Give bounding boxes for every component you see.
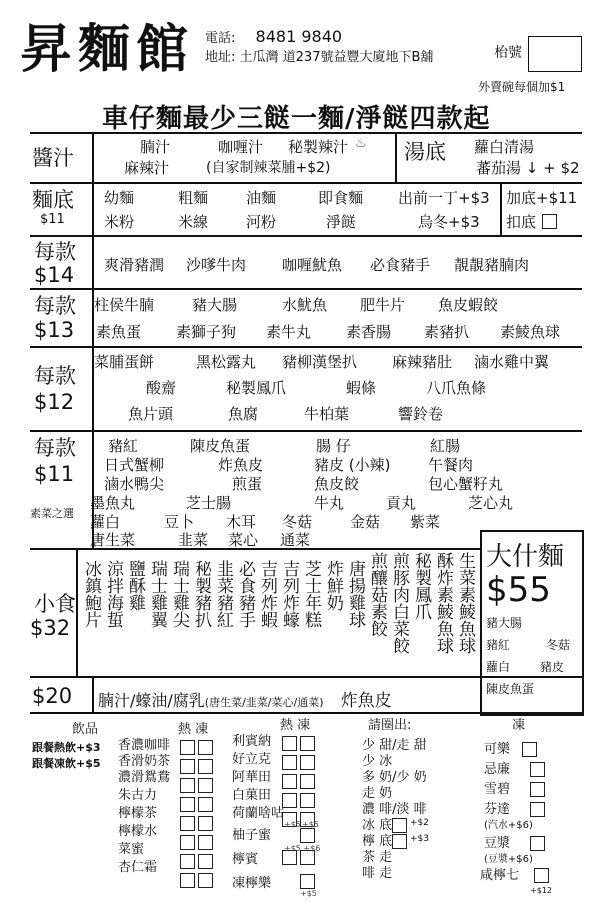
soup-item: 蕃茄湯 ↓ + $2 [476, 159, 580, 177]
menu-item: 腸 仔 [316, 437, 351, 455]
checkbox[interactable] [180, 759, 195, 774]
menu-item: 酸齋 [146, 379, 177, 397]
group-price: $12 [34, 390, 75, 414]
drink-item: 柚子蜜 [232, 828, 272, 843]
menu-item: 魚片頭 [128, 405, 174, 423]
snacks-price: $32 [30, 616, 71, 640]
snacks-label: 小食 [34, 592, 76, 616]
menu-item: 墨魚丸 [90, 494, 136, 512]
snack-item: 冰鎮鮑片 [81, 560, 101, 628]
noodle-item: 烏冬+$3 [418, 213, 480, 231]
menu-item: 紫菜 [410, 513, 441, 531]
notes-label: 請圈出: [368, 718, 412, 733]
cold-checkbox-column [300, 736, 314, 831]
divider [500, 182, 502, 235]
group-label: 每款 [34, 436, 76, 460]
menu-item: 麻辣豬肚 [392, 353, 453, 371]
veg-label: 素菜之選 [30, 507, 74, 520]
divider [30, 132, 582, 134]
drink-item-note: (汽水+$6) [484, 820, 533, 831]
phone-label: 電話: [205, 31, 236, 46]
ticket-box[interactable] [528, 36, 582, 72]
checkbox[interactable] [180, 873, 195, 888]
checkbox[interactable] [198, 797, 213, 812]
checkbox[interactable] [198, 778, 213, 793]
noodle-item: 河粉 [246, 213, 277, 231]
menu-item: 唐生菜 [90, 531, 136, 549]
group-price: $13 [34, 318, 75, 342]
chili-icon: ♨ [355, 136, 367, 151]
address: 土瓜灣 道237號益豐大廈地下B舖 [239, 50, 434, 65]
menu-item: 水魷魚 [282, 296, 328, 314]
checkbox[interactable] [530, 802, 545, 821]
snack-item: 煎釀菇素餃 [367, 552, 387, 637]
menu-item: 午餐肉 [428, 456, 474, 474]
drink-note[interactable]: 啡 走 [362, 866, 393, 881]
noodle-item: 幼麵 [104, 189, 135, 207]
menu-item: 素牛丸 [266, 323, 312, 341]
menu-item: 爽滑豬潤 [104, 256, 165, 274]
drink-note[interactable]: 濃 啡/淡 啡 [362, 802, 427, 817]
cold-checkbox-column [198, 740, 212, 892]
snack-item: 鹽酥雞 [125, 560, 145, 611]
group-label: 每款 [34, 364, 76, 388]
phone-row [205, 28, 342, 48]
twenty-price: $20 [32, 684, 73, 708]
snack-item: 生菜素鯪魚球 [455, 552, 475, 654]
big-combo-item: 豬大腸 [486, 616, 523, 630]
noodle-item: 米線 [178, 213, 209, 231]
menu-item: 韭菜 [178, 531, 209, 549]
menu-item: 肥牛片 [360, 296, 406, 314]
drink-item: 荷蘭啥咕 [232, 806, 285, 821]
divider [92, 132, 94, 548]
drink-item: 香滑奶茶 [118, 754, 171, 769]
divider [30, 346, 582, 348]
drink-item: 咸檸七 [480, 868, 520, 883]
menu-item: 素香腸 [346, 323, 392, 341]
drink-note[interactable]: 冰 底 [362, 818, 393, 833]
menu-item: 通菜 [280, 531, 311, 549]
combo-cold: 跟餐凍飲+$5 [32, 757, 101, 770]
noodle-item: 油麵 [246, 189, 277, 207]
drink-item: 濃滑鴛鴦 [118, 770, 171, 785]
soup-item: 蘿白清湯 [474, 138, 535, 156]
drink-item: 菜蜜 [118, 842, 145, 857]
twenty-items [98, 686, 392, 711]
drink-note[interactable]: 多 奶/少 奶 [362, 770, 427, 785]
noodle-item: 米粉 [104, 213, 135, 231]
big-combo-title: 大什麵 [486, 542, 565, 572]
address-label: 地址: [205, 50, 236, 65]
menu-item: 魚皮蝦餃 [438, 296, 499, 314]
menu-item: 包心蟹籽丸 [428, 475, 504, 493]
menu-item: 蘿白 [90, 513, 121, 531]
page-title: 車仔麵最少三餸一麵/淨餸四款起 [102, 104, 491, 134]
drink-item: 芬達 [484, 802, 511, 817]
checkbox[interactable] [180, 778, 195, 793]
noodle-extra: 扣底 [506, 213, 537, 231]
menu-item: 靚靚豬腩肉 [454, 256, 530, 274]
menu-item: 咖喱魷魚 [282, 256, 343, 274]
menu-item: 八爪魚條 [426, 379, 487, 397]
checkbox[interactable] [300, 755, 315, 770]
menu-item: 貢丸 [386, 494, 417, 512]
drink-item: 豆漿 [484, 836, 511, 851]
menu-item: 豬柳漢堡扒 [282, 353, 358, 371]
drink-item: 杏仁霜 [118, 860, 158, 875]
checkbox[interactable] [180, 854, 195, 869]
checkbox[interactable] [180, 816, 195, 831]
menu-item: 必食豬手 [370, 256, 431, 274]
group-label: 每款 [34, 240, 76, 264]
address-row [205, 49, 433, 67]
big-combo-item: 豬紅 [486, 638, 511, 652]
big-combo-item: 冬菇 [546, 638, 571, 652]
drink-item: 白菓田 [232, 788, 272, 803]
checkbox[interactable] [198, 740, 213, 755]
menu-item: 素魚蛋 [96, 323, 142, 341]
menu-item: 沙嗲牛肉 [186, 256, 247, 274]
drink-item: 阿華田 [232, 770, 272, 785]
divider [30, 288, 582, 290]
snack-item: 唐揚雞球 [345, 560, 365, 628]
drink-item: 香濃咖啡 [118, 738, 171, 753]
sauce-label: 醬汁 [32, 146, 74, 170]
price-note: +$5 +$6 [284, 844, 321, 853]
drink-note[interactable]: 少 冰 [362, 754, 393, 769]
menu-item: 蝦條 [346, 379, 377, 397]
menu-item: 金菇 [350, 513, 381, 531]
divider [395, 132, 397, 182]
checkbox[interactable] [530, 836, 545, 855]
noodle-item: 出前一丁+$3 [398, 189, 490, 207]
divider [30, 235, 582, 237]
snack-item: 酥炸素鯪魚球 [433, 552, 453, 654]
noodle-price: $11 [40, 212, 65, 227]
snack-item: 炸鮮奶 [323, 560, 343, 611]
sauce-item: 麻辣汁 [124, 159, 170, 177]
drink-item: 雪碧 [484, 782, 511, 797]
sauce-item: 咖喱汁 [218, 138, 264, 156]
drink-item: 凍檸樂 [232, 876, 272, 891]
sauce-item-note: (自家制辣菜脯+$2) [206, 160, 331, 176]
drink-item: 好立克 [232, 752, 272, 767]
menu-item: 日式蟹柳 [104, 456, 165, 474]
twenty-text: 腩汁/蠔油/腐乳 [98, 691, 205, 710]
menu-item: 冬菇 [282, 513, 313, 531]
menu-item: 素獅子狗 [176, 323, 237, 341]
checkbox[interactable] [282, 755, 297, 770]
sauce-item: 腩汁 [140, 138, 171, 156]
checkbox[interactable] [198, 759, 213, 774]
price-note: +$12 [530, 886, 552, 895]
group-label: 每款 [34, 294, 76, 318]
checkbox[interactable] [392, 834, 407, 853]
checkbox[interactable] [282, 736, 297, 751]
sauce-item: 秘製辣汁 [288, 138, 349, 156]
snack-item: 秘製鳳爪 [411, 552, 431, 620]
restaurant-logo: 昇麵館 [20, 19, 195, 80]
big-combo-price: $55 [486, 570, 551, 610]
menu-item: 紅腸 [430, 437, 461, 455]
hot-checkbox-column [282, 736, 296, 831]
snack-item: 瑞士雞翼 [147, 560, 167, 628]
checkbox[interactable] [300, 774, 315, 789]
ticket-label: 枱號 [494, 45, 522, 61]
drink-item: 可樂 [484, 742, 511, 757]
divider [30, 430, 582, 432]
checkbox[interactable] [282, 774, 297, 789]
menu-item: 木耳 [226, 513, 257, 531]
price-note: +$5 [284, 820, 301, 829]
checkbox[interactable] [300, 793, 315, 808]
group-price: $11 [34, 462, 75, 486]
menu-item: 魚皮餃 [314, 475, 360, 493]
price-note: +$5 [302, 820, 319, 829]
menu-item: 魚腐 [228, 405, 259, 423]
drink-item: 檸賓 [232, 852, 259, 867]
menu-item: 煎蛋 [232, 475, 263, 493]
menu-item: 黑松露丸 [196, 353, 257, 371]
cold-label: 凍 [512, 718, 526, 733]
drink-item: 檸檬水 [118, 824, 158, 839]
checkbox[interactable] [198, 873, 213, 888]
snack-item: 瑞士雞尖 [169, 560, 189, 628]
menu-item: 芝士腸 [186, 494, 232, 512]
menu-item: 陳皮魚蛋 [190, 437, 251, 455]
hot-checkbox-column [180, 740, 194, 892]
noodle-item: 淨餸 [326, 213, 357, 231]
menu-item: 柱侯牛腩 [94, 296, 155, 314]
checkbox[interactable] [180, 740, 195, 755]
checkbox[interactable] [180, 835, 195, 850]
hot-cold-label: 熱 凍 [178, 722, 209, 737]
checkbox[interactable] [180, 797, 195, 812]
divider [92, 676, 94, 712]
checkbox[interactable] [198, 835, 213, 850]
noodle-item: 即食麵 [318, 189, 364, 207]
phone-number: 8481 9840 [255, 27, 343, 46]
drink-note[interactable]: 檸 底 [362, 834, 393, 849]
snack-item: 芝士年糕 [301, 560, 321, 628]
checkbox[interactable] [530, 782, 545, 801]
drink-item-note: (豆漿+$6) [484, 854, 533, 865]
menu-item: 炸魚皮 [218, 456, 264, 474]
price-note: +$2 [410, 818, 429, 828]
checkbox[interactable] [530, 762, 545, 781]
big-combo-item: 陳皮魚蛋 [486, 682, 535, 696]
group-price: $14 [34, 263, 75, 287]
menu-item: 豆卜 [164, 513, 195, 531]
menu-item: 菜脯蛋餅 [94, 353, 155, 371]
price-note: +$5 [300, 889, 317, 898]
menu-item: 響鈴卷 [398, 405, 444, 423]
big-combo-item: 豬皮 [540, 660, 565, 674]
checkbox[interactable] [542, 214, 557, 229]
checkbox[interactable] [282, 793, 297, 808]
twenty-note: (唐生菜/韭菜/菜心/通菜) [204, 696, 324, 709]
drink-note[interactable]: 茶 走 [362, 850, 393, 865]
soup-label: 湯底 [404, 140, 446, 164]
menu-item: 素鯪魚球 [500, 323, 561, 341]
noodle-extra: 加底+$11 [506, 189, 578, 207]
menu-item: 牛丸 [314, 494, 345, 512]
drinks-label: 飲品 [72, 722, 99, 737]
menu-item: 豬皮 (小辣) [314, 456, 391, 474]
drink-item: 朱古力 [118, 788, 158, 803]
checkbox[interactable] [300, 736, 315, 751]
menu-item: 豬紅 [108, 437, 139, 455]
noodle-label: 麵底 [32, 188, 74, 212]
menu-item: 牛柏葉 [304, 405, 350, 423]
snack-item: 吉列炸蝦 [257, 560, 277, 628]
snack-item: 必食豬手 [235, 560, 255, 628]
combo-hot: 跟餐熱飲+$3 [32, 741, 101, 754]
snack-item: 韭菜豬紅 [213, 560, 233, 628]
takeaway-note: 外賣碗每個加$1 [478, 80, 566, 94]
checkbox[interactable] [522, 742, 537, 761]
twenty-fish: 炸魚皮 [340, 691, 392, 711]
menu-item: 豬大腸 [192, 296, 238, 314]
big-combo-item: 蘿白 [486, 660, 511, 674]
drink-note[interactable]: 少 甜/走 甜 [362, 738, 427, 753]
menu-item: 滷水雞中翼 [474, 353, 550, 371]
menu-item: 秘製鳳爪 [226, 379, 287, 397]
drink-item: 利賓納 [232, 734, 272, 749]
snack-item: 煎豚肉白菜餃 [389, 552, 409, 654]
snack-item: 涼拌海蜇 [103, 560, 123, 628]
checkbox[interactable] [534, 868, 549, 887]
checkbox[interactable] [198, 816, 213, 831]
drink-item: 忌廉 [484, 762, 511, 777]
menu-item: 素豬扒 [424, 323, 470, 341]
hot-cold-label: 熱 凍 [280, 718, 311, 733]
snack-item: 吉列炸蠔 [279, 560, 299, 628]
drink-note[interactable]: 走 奶 [362, 786, 393, 801]
menu-item: 芝心丸 [468, 494, 514, 512]
snack-item: 秘製豬扒 [191, 560, 211, 628]
drink-item: 檸檬茶 [118, 806, 158, 821]
checkbox[interactable] [198, 854, 213, 869]
menu-item: 菜心 [228, 531, 259, 549]
menu-item: 滷水鴨尖 [104, 475, 165, 493]
price-note: +$3 [410, 834, 429, 844]
noodle-item: 粗麵 [178, 189, 209, 207]
